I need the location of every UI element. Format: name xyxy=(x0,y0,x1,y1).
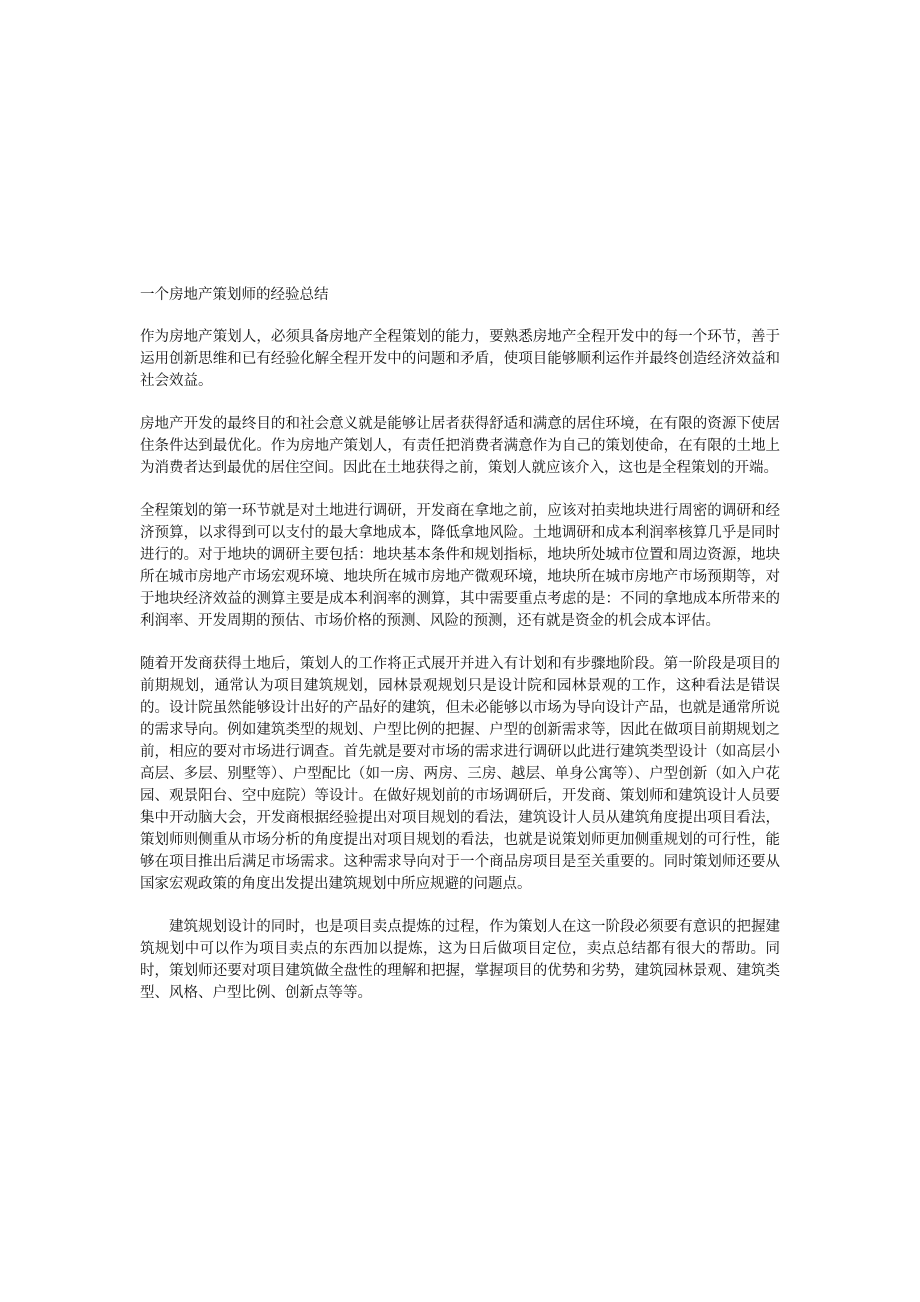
paragraph-4: 随着开发商获得土地后，策划人的工作将正式展开并进入有计划和有步骤地阶段。第一阶段是项目的前期规划，通常认为项目建筑规划，园林景观规划只是设计院和园林景观的工作，这种看法是错误的。设计院虽然能够设计出好的产品好的建筑，但未必能够以市场为导向设计产品，也就是通常所说的需求导向。例如建筑类型的规划、户型比例的把握、户型的创新需求等，因此在做项目前期规划之前，相应的要对市场进行调查。首先就是要对市场的需求进行调研以此进行建筑类型设计（如高层小高层、多层、别墅等）、户型配比（如一房、两房、三房、越层、单身公寓等）、户型创新（如入户花园、观景阳台、空中庭院）等设计。在做好规划前的市场调研后，开发商、策划师和建筑设计人员要集中开动脑大会，开发商根据经验提出对项目规划的看法，建筑设计人员从建筑角度提出项目看法，策划师则侧重从市场分析的角度提出对项目规划的看法，也就是说策划师更加侧重规划的可行性，能够在项目推出后满足市场需求。这种需求导向对于一个商品房项目是至关重要的。同时策划师还要从国家宏观政策的角度出发提出建筑规划中所应规避的问题点。 xyxy=(140,656,780,892)
title-spacing xyxy=(140,306,780,326)
paragraph-2: 房地产开发的最终目的和社会意义就是能够让居者获得舒适和满意的居住环境，在有限的资源下使居住条件达到最优化。作为房地产策划人，有责任把消费者满意作为自己的策划使命，在有限的土地上为消费者达到最优的居住空间。因此在土地获得之前，策划人就应该介入，这也是全程策划的开端。 xyxy=(140,416,780,476)
document-body xyxy=(140,284,780,1004)
paragraph-gap xyxy=(140,632,780,653)
paragraph-gap xyxy=(140,895,780,916)
paragraph-3: 全程策划的第一环节就是对土地进行调研，开发商在拿地之前，应该对拍卖地块进行周密的调研和经济预算，以求得到可以支付的最大拿地成本，降低拿地风险。土地调研和成本利润率核算几乎是同时进行的。对于地块的调研主要包括：地块基本条件和规划指标，地块所处城市位置和周边资源，地块所在城市房地产市场宏观环境、地块所在城市房地产微观环境，地块所在城市房地产市场预期等，对于地块经济效益的测算主要是成本利润率的测算，其中需要重点考虑的是：不同的拿地成本所带来的利润率、开发周期的预估、市场价格的预测、风险的预测，还有就是资金的机会成本评估。 xyxy=(140,503,780,629)
paragraph-gap xyxy=(140,479,780,500)
document-title: 一个房地产策划师的经验总结 xyxy=(140,287,329,303)
paragraph-gap xyxy=(140,392,780,413)
paragraph-1: 作为房地产策划人，必须具备房地产全程策划的能力，要熟悉房地产全程开发中的每一个环节，善于运用创新思维和已有经验化解全程开发中的问题和矛盾，使项目能够顺利运作并最终创造经济效益和社会效益。 xyxy=(140,329,780,389)
paragraph-5: 建筑规划设计的同时，也是项目卖点提炼的过程，作为策划人在这一阶段必须要有意识的把握建筑规划中可以作为项目卖点的东西加以提炼，这为日后做项目定位，卖点总结都有很大的帮助。同时，策划师还要对项目建筑做全盘性的理解和把握，掌握项目的优势和劣势，建筑园林景观、建筑类型、风格、户型比例、创新点等等。 xyxy=(140,919,780,1001)
